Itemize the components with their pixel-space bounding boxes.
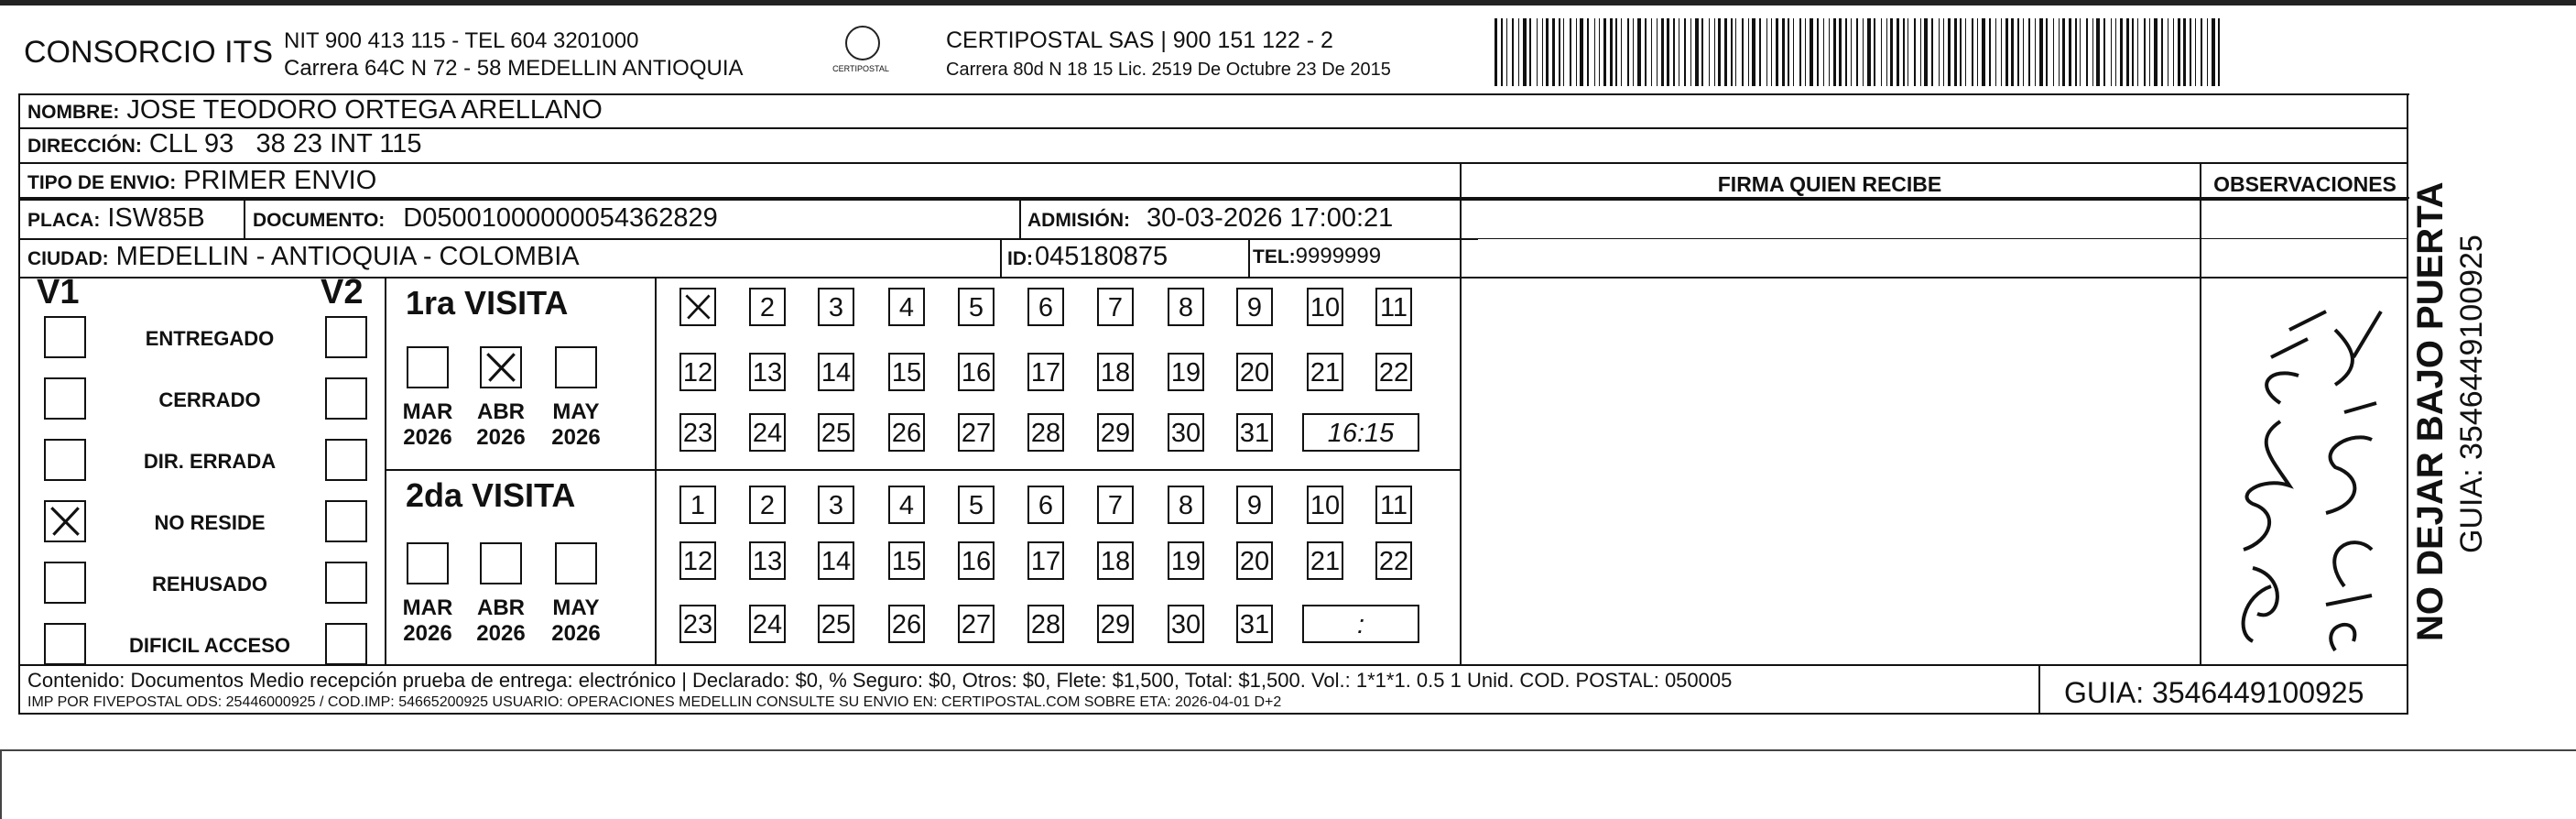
scan-edge: [0, 751, 2, 819]
v1-checkbox[interactable]: [44, 562, 86, 604]
v2-checkbox[interactable]: [325, 500, 367, 542]
first-visit-month-label: MAY 2026: [551, 399, 601, 450]
barcode-bar: [1495, 18, 1497, 86]
second-visit-month-may[interactable]: [555, 542, 597, 584]
barcode-bar: [1748, 18, 1749, 86]
barcode-bar: [2126, 18, 2129, 86]
second-visit-day-31[interactable]: 31: [1236, 605, 1273, 643]
tel-label: TEL:: [1253, 246, 1296, 268]
barcode-bar: [1833, 18, 1836, 86]
first-visit-day-5[interactable]: 5: [958, 288, 995, 326]
tipo-row: [27, 166, 376, 196]
divider: [244, 199, 245, 238]
tipo-value: PRIMER ENVIO: [183, 166, 377, 195]
barcode-bar: [1989, 18, 1991, 86]
tel-value: 9999999: [1295, 244, 1382, 268]
v1-checkbox[interactable]: [44, 500, 86, 542]
barcode-bar: [1810, 18, 1813, 86]
barcode-bar: [1782, 18, 1785, 86]
nombre-row: [27, 95, 603, 126]
documento-row: [253, 203, 718, 234]
nombre-value: JOSE TEODORO ORTEGA ARELLANO: [126, 95, 603, 125]
barcode-bar: [1645, 18, 1647, 86]
courier-name: CERTIPOSTAL SAS | 900 151 122 - 2: [946, 27, 1333, 53]
barcode-bar: [2149, 18, 2150, 86]
second-visit-month-label: ABR 2026: [476, 595, 526, 646]
org-name: CONSORCIO ITS: [24, 35, 274, 70]
barcode-bar: [1651, 18, 1652, 86]
barcode-bar: [1920, 18, 1921, 86]
barcode-bar: [2028, 18, 2030, 86]
divider: [1000, 238, 1002, 277]
divider: [18, 199, 2408, 201]
barcode-bar: [2120, 18, 2123, 86]
org-nit: NIT 900 413 115 - TEL 604 3201000: [284, 28, 639, 53]
barcode-bar: [2111, 18, 2112, 86]
barcode-bar: [1542, 18, 1543, 86]
second-visit-time-box[interactable]: :: [1302, 605, 1419, 643]
barcode-bar: [1661, 18, 1664, 86]
divider: [1460, 162, 1462, 664]
status-label: DIR. ERRADA: [143, 450, 277, 473]
barcode-bar: [1839, 18, 1842, 86]
barcode-bar: [2053, 18, 2054, 86]
barcode-bar: [1903, 18, 1905, 86]
barcode-bar: [2092, 18, 2093, 86]
barcode-bar: [2046, 18, 2048, 86]
barcode-bar: [2132, 18, 2134, 86]
barcode-bar: [2144, 18, 2146, 86]
direccion-value: CLL 93 38 23 INT 115: [148, 129, 422, 158]
barcode-bar: [2212, 18, 2215, 86]
id-row: [1007, 242, 1168, 272]
first-visit-day-30[interactable]: 30: [1168, 413, 1204, 452]
second-visit-day-17[interactable]: 17: [1027, 541, 1064, 580]
second-visit-day-26[interactable]: 26: [888, 605, 925, 643]
barcode-bar: [2080, 18, 2081, 86]
barcode-bar: [1718, 18, 1721, 86]
second-visit-month-label: MAY 2026: [551, 595, 601, 646]
barcode-bar: [1690, 18, 1691, 86]
status-label: DIFICIL ACCESO: [128, 634, 290, 657]
barcode-bar: [2017, 18, 2019, 86]
barcode-bar: [2069, 18, 2071, 86]
barcode-bar: [2023, 18, 2024, 86]
divider: [18, 162, 2408, 164]
first-visit-day-29[interactable]: 29: [1097, 413, 1134, 452]
barcode-bar: [1570, 18, 1571, 86]
first-visit-day-13[interactable]: 13: [749, 353, 786, 391]
barcode-bar: [1886, 18, 1887, 86]
barcode-bar: [1603, 18, 1606, 86]
scan-edge: [0, 749, 2576, 751]
barcode-bar: [1563, 18, 1564, 86]
barcode-bar: [2137, 18, 2138, 86]
barcode-bar: [1667, 18, 1669, 86]
first-visit-day-20[interactable]: 20: [1236, 353, 1273, 391]
handwritten-observation: [2216, 275, 2399, 660]
barcode-bar: [2218, 18, 2220, 86]
barcode-bar: [1788, 18, 1789, 86]
second-visit-day-28[interactable]: 28: [1027, 605, 1064, 643]
barcode-bar: [2178, 18, 2180, 86]
second-visit-day-11[interactable]: 11: [1375, 486, 1412, 524]
status-label: ENTREGADO: [145, 327, 275, 350]
barcode-bar: [1735, 18, 1736, 86]
placa-value: ISW85B: [107, 203, 205, 233]
divider: [2200, 162, 2201, 664]
barcode-bar: [1931, 18, 1933, 86]
first-visit-day-6[interactable]: 6: [1027, 288, 1064, 326]
ciudad-value: MEDELLIN - ANTIOQUIA - COLOMBIA: [115, 242, 580, 271]
second-visit-day-8[interactable]: 8: [1168, 486, 1204, 524]
second-visit-day-12[interactable]: 12: [679, 541, 716, 580]
direccion-row: [27, 129, 422, 159]
barcode-bar: [2115, 18, 2116, 86]
status-label: CERRADO: [158, 388, 261, 411]
first-visit-day-11[interactable]: 11: [1375, 288, 1412, 326]
first-visit-month-label: MAR 2026: [402, 399, 453, 450]
barcode-bar: [1529, 18, 1531, 86]
barcode-bar: [1627, 18, 1629, 86]
barcode-bar: [1939, 18, 1940, 86]
first-visit-day-16[interactable]: 16: [958, 353, 995, 391]
divider: [385, 469, 1460, 471]
barcode-bar: [1897, 18, 1899, 86]
barcode-bar: [1948, 18, 1951, 86]
barcode-bar: [2011, 18, 2014, 86]
barcode-bar: [2173, 18, 2174, 86]
barcode-bar: [1851, 18, 1852, 86]
second-visit-day-13[interactable]: 13: [749, 541, 786, 580]
barcode-bar: [1805, 18, 1806, 86]
second-visit-day-24[interactable]: 24: [749, 605, 786, 643]
v2-checkbox[interactable]: [325, 377, 367, 420]
barcode-bar: [1965, 18, 1966, 86]
barcode-bar: [1793, 18, 1794, 86]
status-label: NO RESIDE: [154, 511, 266, 534]
first-visit-day-15[interactable]: 15: [888, 353, 925, 391]
barcode-bar: [2207, 18, 2208, 86]
second-visit-month-label: MAR 2026: [402, 595, 453, 646]
first-visit-day-8[interactable]: 8: [1168, 288, 1204, 326]
barcode-bar: [2039, 18, 2043, 86]
barcode-bar: [1559, 18, 1560, 86]
second-visit-day-7[interactable]: 7: [1097, 486, 1134, 524]
barcode-bar: [1914, 18, 1916, 86]
barcode-bar: [1943, 18, 1944, 86]
v2-checkbox[interactable]: [325, 562, 367, 604]
barcode-bar: [2035, 18, 2036, 86]
barcode-bar: [1594, 18, 1595, 86]
id-value: 045180875: [1035, 242, 1168, 271]
id-label: ID:: [1007, 248, 1033, 269]
barcode-bar: [2005, 18, 2008, 86]
barcode-bar: [1863, 18, 1864, 86]
divider: [2038, 664, 2040, 715]
first-visit-day-9[interactable]: 9: [1236, 288, 1273, 326]
barcode-bar: [1874, 18, 1875, 86]
firma-header: FIRMA QUIEN RECIBE: [1717, 172, 1942, 196]
footer-contents: Contenido: Documentos Medio recepción prueba de entrega: electrónico | Declarado: $0, % Seguro: $0, Otros: $0, Flete: $1,500, Total: $1,500. Vol.: 1*1*1. 0.5 1 Unid. COD. POSTAL: 050005: [27, 669, 1733, 692]
second-visit-day-20[interactable]: 20: [1236, 541, 1273, 580]
no-dejar-bajo-puerta: NO DEJAR BAJO PUERTA: [2410, 181, 2451, 641]
v1-checkbox[interactable]: [44, 377, 86, 420]
barcode-bar: [1537, 18, 1538, 86]
second-visit-day-16[interactable]: 16: [958, 541, 995, 580]
footer-print-info: IMP POR FIVEPOSTAL ODS: 25446000925 / COD.IMP: 54665200925 USUARIO: OPERACIONES MEDELLIN CONSULTE SU ENVIO EN: CERTIPOSTAL.COM SOBRE ETA: 2026-04-01 D+2: [27, 694, 1282, 710]
second-visit-day-29[interactable]: 29: [1097, 605, 1134, 643]
first-visit-day-31[interactable]: 31: [1236, 413, 1273, 452]
barcode-bar: [1501, 18, 1503, 86]
barcode-bar: [2086, 18, 2088, 86]
barcode-bar: [1580, 18, 1583, 86]
first-visit-day-12[interactable]: 12: [679, 353, 716, 391]
barcode-bar: [1684, 18, 1686, 86]
placa-row: [27, 203, 205, 234]
barcode-bar: [1977, 18, 1978, 86]
documento-label: DOCUMENTO:: [253, 210, 386, 231]
v1-label: V1: [37, 273, 80, 311]
barcode-bar: [1799, 18, 1801, 86]
v1-checkbox[interactable]: [44, 439, 86, 481]
barcode-bar: [2096, 18, 2100, 86]
logo-caption: CERTIPOSTAL: [832, 64, 889, 73]
barcode-bar: [2001, 18, 2002, 86]
first-visit-day-26[interactable]: 26: [888, 413, 925, 452]
barcode: [1495, 18, 2227, 86]
first-visit-month-abr[interactable]: [480, 346, 522, 388]
tipo-label: TIPO DE ENVIO:: [27, 172, 177, 193]
barcode-bar: [2103, 18, 2105, 86]
first-visit-day-3[interactable]: 3: [818, 288, 854, 326]
first-visit-day-24[interactable]: 24: [749, 413, 786, 452]
first-visit-day-1[interactable]: [679, 288, 716, 326]
second-visit-label: 2da VISITA: [406, 476, 576, 514]
second-visit-day-4[interactable]: 4: [888, 486, 925, 524]
admision-row: [1027, 203, 1393, 234]
second-visit-month-abr[interactable]: [480, 542, 522, 584]
second-visit-day-6[interactable]: 6: [1027, 486, 1064, 524]
first-visit-day-21[interactable]: 21: [1307, 353, 1343, 391]
barcode-bar: [2183, 18, 2186, 86]
barcode-bar: [1673, 18, 1675, 86]
v2-checkbox[interactable]: [325, 623, 367, 665]
first-visit-day-2[interactable]: 2: [749, 288, 786, 326]
second-visit-month-mar[interactable]: [407, 542, 449, 584]
second-visit-day-3[interactable]: 3: [818, 486, 854, 524]
barcode-bar: [1657, 18, 1658, 86]
side-guia: GUIA: 3546449100925: [2454, 235, 2489, 553]
divider: [18, 238, 1478, 240]
barcode-bar: [1867, 18, 1871, 86]
barcode-bar: [1845, 18, 1847, 86]
second-visit-day-10[interactable]: 10: [1307, 486, 1343, 524]
v1-checkbox[interactable]: [44, 623, 86, 665]
v2-label: V2: [321, 273, 364, 311]
barcode-bar: [1599, 18, 1600, 86]
second-visit-day-21[interactable]: 21: [1307, 541, 1343, 580]
placa-label: PLACA:: [27, 210, 101, 231]
tel-row: [1253, 244, 1381, 269]
barcode-bar: [1856, 18, 1858, 86]
barcode-bar: [1576, 18, 1577, 86]
barcode-bar: [2195, 18, 2196, 86]
barcode-bar: [1587, 18, 1589, 86]
first-visit-day-28[interactable]: 28: [1027, 413, 1064, 452]
barcode-bar: [1742, 18, 1744, 86]
barcode-bar: [1982, 18, 1985, 86]
v2-checkbox[interactable]: [325, 316, 367, 358]
first-visit-month-may[interactable]: [555, 346, 597, 388]
barcode-bar: [1823, 18, 1824, 86]
status-label: REHUSADO: [152, 573, 267, 595]
documento-value: D05001000000054362829: [403, 203, 718, 233]
second-visit-day-23[interactable]: 23: [679, 605, 716, 643]
v1-checkbox[interactable]: [44, 316, 86, 358]
second-visit-day-18[interactable]: 18: [1097, 541, 1134, 580]
barcode-bar: [1924, 18, 1928, 86]
divider: [1460, 238, 2408, 239]
second-visit-day-1[interactable]: 1: [679, 486, 716, 524]
barcode-bar: [1890, 18, 1893, 86]
second-visit-day-9[interactable]: 9: [1236, 486, 1273, 524]
divider: [18, 277, 2408, 278]
second-visit-day-27[interactable]: 27: [958, 605, 995, 643]
barcode-bar: [1776, 18, 1778, 86]
courier-address: Carrera 80d N 18 15 Lic. 2519 De Octubre 23 De 2015: [946, 60, 1391, 80]
barcode-bar: [1695, 18, 1699, 86]
barcode-bar: [1724, 18, 1727, 86]
org-address: Carrera 64C N 72 - 58 MEDELLIN ANTIOQUIA: [284, 56, 744, 81]
second-visit-day-15[interactable]: 15: [888, 541, 925, 580]
barcode-bar: [1995, 18, 1996, 86]
first-visit-day-19[interactable]: 19: [1168, 353, 1204, 391]
barcode-bar: [2075, 18, 2077, 86]
first-visit-day-22[interactable]: 22: [1375, 353, 1412, 391]
first-visit-day-25[interactable]: 25: [818, 413, 854, 452]
barcode-bar: [2201, 18, 2202, 86]
barcode-bar: [1523, 18, 1527, 86]
barcode-bar: [1829, 18, 1830, 86]
barcode-bar: [1714, 18, 1715, 86]
barcode-bar: [1881, 18, 1882, 86]
barcode-bar: [1637, 18, 1641, 86]
barcode-bar: [1972, 18, 1973, 86]
barcode-bar: [1709, 18, 1710, 86]
first-visit-day-4[interactable]: 4: [888, 288, 925, 326]
barcode-bar: [2161, 18, 2163, 86]
barcode-bar: [1546, 18, 1549, 86]
first-visit-day-18[interactable]: 18: [1097, 353, 1134, 391]
first-visit-month-label: ABR 2026: [476, 399, 526, 450]
first-visit-month-mar[interactable]: [407, 346, 449, 388]
first-visit-day-17[interactable]: 17: [1027, 353, 1064, 391]
certipostal-logo-icon: [845, 26, 880, 60]
barcode-bar: [1633, 18, 1634, 86]
admision-label: ADMISIÓN:: [1027, 210, 1130, 231]
divider: [1248, 238, 1250, 277]
barcode-bar: [1615, 18, 1617, 86]
barcode-bar: [1512, 18, 1514, 86]
first-visit-day-14[interactable]: 14: [818, 353, 854, 391]
v2-checkbox[interactable]: [325, 439, 367, 481]
first-visit-day-23[interactable]: 23: [679, 413, 716, 452]
barcode-bar: [1752, 18, 1755, 86]
first-visit-day-27[interactable]: 27: [958, 413, 995, 452]
barcode-bar: [1771, 18, 1772, 86]
second-visit-day-5[interactable]: 5: [958, 486, 995, 524]
barcode-bar: [1731, 18, 1733, 86]
first-visit-day-7[interactable]: 7: [1097, 288, 1134, 326]
barcode-bar: [2062, 18, 2065, 86]
observaciones-header: OBSERVACIONES: [2213, 172, 2397, 196]
second-visit-day-30[interactable]: 30: [1168, 605, 1204, 643]
barcode-bar: [1701, 18, 1703, 86]
second-visit-day-19[interactable]: 19: [1168, 541, 1204, 580]
barcode-bar: [1552, 18, 1555, 86]
first-visit-time-box[interactable]: 16:15: [1302, 413, 1419, 452]
first-visit-label: 1ra VISITA: [406, 284, 569, 322]
barcode-bar: [1960, 18, 1962, 86]
nombre-label: NOMBRE:: [27, 102, 120, 123]
second-visit-day-14[interactable]: 14: [818, 541, 854, 580]
barcode-bar: [2190, 18, 2191, 86]
second-visit-day-25[interactable]: 25: [818, 605, 854, 643]
footer-guia: GUIA: 3546449100925: [2064, 676, 2364, 709]
first-visit-day-10[interactable]: 10: [1307, 288, 1343, 326]
barcode-bar: [2059, 18, 2060, 86]
barcode-bar: [1766, 18, 1767, 86]
direccion-label: DIRECCIÓN:: [27, 136, 142, 157]
ciudad-label: CIUDAD:: [27, 248, 109, 269]
second-visit-day-2[interactable]: 2: [749, 486, 786, 524]
barcode-bar: [1954, 18, 1957, 86]
barcode-bar: [1518, 18, 1519, 86]
divider: [18, 664, 2408, 666]
admision-value: 30-03-2026 17:00:21: [1147, 203, 1394, 233]
ciudad-row: [27, 242, 580, 272]
barcode-bar: [1759, 18, 1761, 86]
second-visit-day-22[interactable]: 22: [1375, 541, 1412, 580]
barcode-bar: [2154, 18, 2158, 86]
divider: [1019, 199, 1021, 238]
barcode-bar: [1506, 18, 1507, 86]
barcode-bar: [1621, 18, 1622, 86]
top-border: [0, 0, 2576, 5]
barcode-bar: [1610, 18, 1613, 86]
barcode-bar: [1817, 18, 1819, 86]
